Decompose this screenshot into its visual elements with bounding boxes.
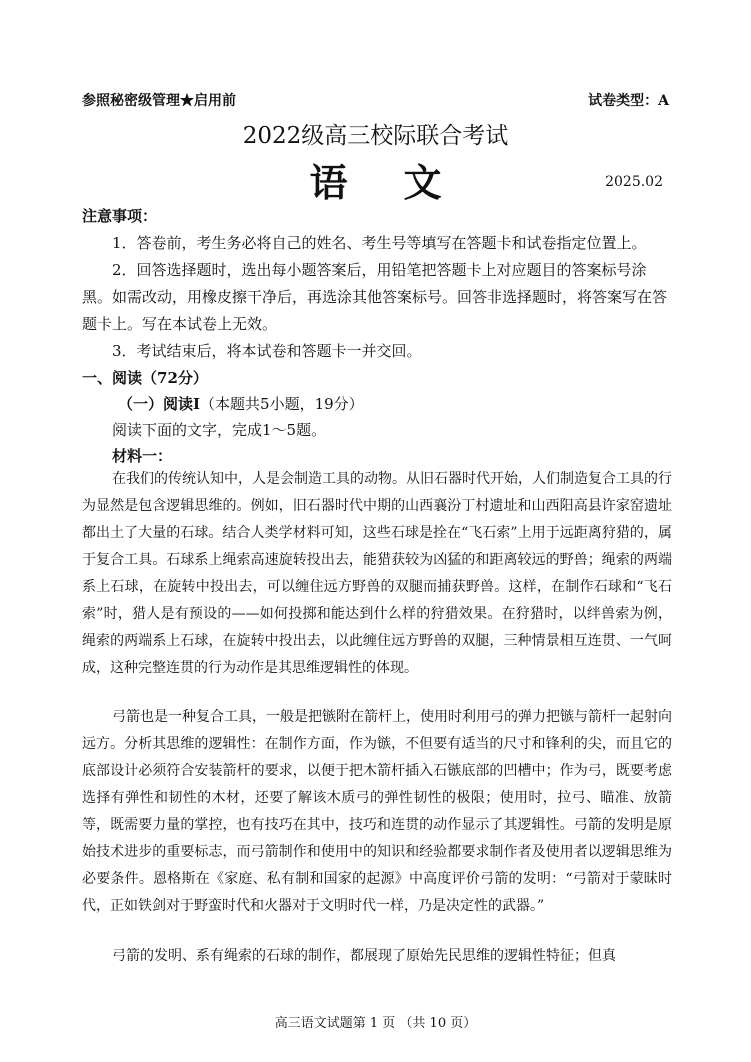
reading-instruction: 阅读下面的文字，完成1～5题。	[112, 421, 327, 439]
subsection-info: （本题共5小题，19分）	[200, 395, 364, 413]
subsection-heading	[82, 391, 672, 418]
notes-heading: 注意事项：	[82, 207, 158, 225]
page-footer: 高三语文试题第 1 页 （共 10 页）	[274, 1016, 477, 1031]
note-item-1: 1．答卷前，考生务必将自己的姓名、考生号等填写在答题卡和试卷指定位置上。	[112, 234, 647, 252]
exam-title: 2022级高三校际联合考试	[242, 123, 509, 149]
exam-date: 2025.02	[605, 174, 663, 190]
confidentiality-label: 参照秘密级管理★启用前	[82, 93, 236, 109]
note-item-2: 2．回答选择题时，选出每小题答案后，用铅笔把答题卡上对应题目的答案标号涂黑。如需改动，用橡皮擦干净后，再选涂其他答案标号。回答非选择题时，将答案写在答题卡上。写在本试卷上无效。	[82, 261, 668, 333]
material-label: 材料一：	[112, 447, 173, 465]
subsection-title: （一）阅读Ⅰ	[118, 395, 201, 413]
section-heading: 一、阅读（72分）	[82, 369, 208, 387]
paragraph-2: 弓箭也是一种复合工具，一般是把镞附在箭杆上，使用时利用弓的弹力把镞与箭杆一起射向远方。分析其思维的逻辑性：在制作方面，作为镞，不但要有适当的尺寸和锋利的尖，而且它的底部设计必须符合安装箭杆的要求，以便于把木箭杆插入石镞底部的凹槽中；作为弓，既要考虑选择有弹性和韧性的木材，还要了解该木质弓的弹性韧性的极限；使用时，拉弓、瞄准、放箭等，既需要力量的掌控，也有技巧在其中，技巧和连贯的动作显示了其逻辑性。弓箭的发明是原始技术进步的重要标志，而弓箭制作和使用中的知识和经验都要求制作者及使用者以逻辑思维为必要条件。恩格斯在《家庭、私有制和国家的起源》中高度评价弓箭的发明：“弓箭对于蒙昧时代，正如铁剑对于野蛮时代和火器对于文明时代一样，乃是决定性的武器。”	[82, 709, 672, 914]
paper-type-label: 试卷类型：A	[588, 93, 669, 109]
subject-title: 语文	[309, 160, 498, 205]
note-item-3: 3．考试结束后，将本试卷和答题卡一并交回。	[112, 342, 422, 360]
paragraph-3: 弓箭的发明、系有绳索的石球的制作，都展现了原始先民思维的逻辑性特征；但真	[112, 948, 616, 964]
paragraph-1: 在我们的传统认知中，人是会制造工具的动物。从旧石器时代开始，人们制造复合工具的行为显然是包含逻辑思维的。例如，旧石器时代中期的山西襄汾丁村遗址和山西阳高县许家窑遗址都出土了大量的石球。结合人类学材料可知，这些石球是拴在“飞石索”上用于远距离狩猎的，属于复合工具。石球系上绳索高速旋转投出去，能猎获较为凶猛的和距离较远的野兽；绳索的两端系上石球，在旋转中投出去，可以缠住远方野兽的双腿而捕获野兽。这样，在制作石球和“飞石索”时，猎人是有预设的——如何投掷和能达到什么样的狩猎效果。在狩猎时，以绊兽索为例，绳索的两端系上石球，在旋转中投出去，以此缠住远方野兽的双腿，三种情景相互连贯、一气呵成，这种完整连贯的行为动作是其思维逻辑性的体现。	[82, 471, 672, 676]
